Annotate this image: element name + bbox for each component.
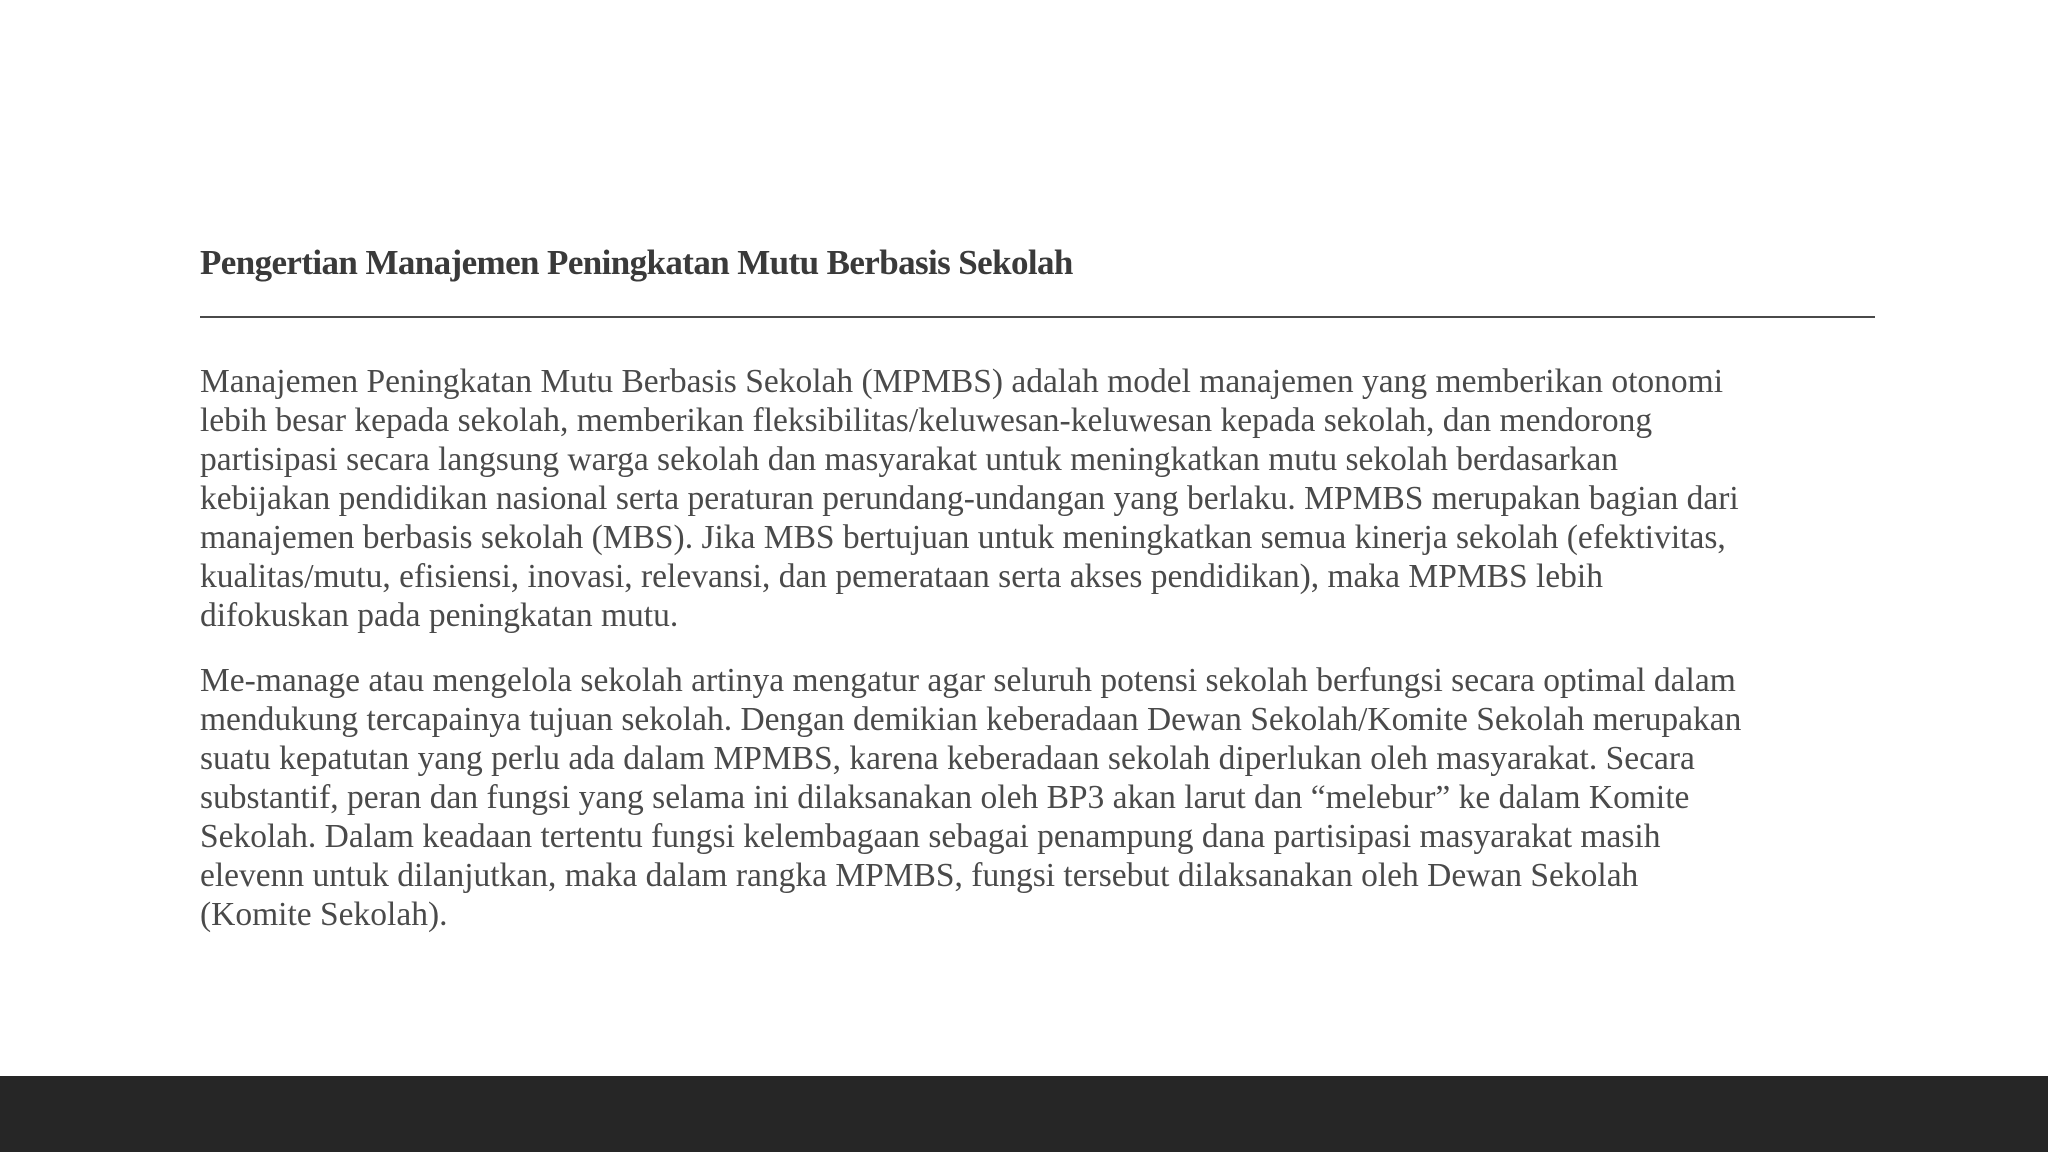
paragraph-line: (Komite Sekolah). <box>200 896 448 933</box>
paragraph-line: lebih besar kepada sekolah, memberikan fleksibilitas/keluwesan-keluwesan kepada sekolah, dan mendorong <box>200 402 1653 439</box>
paragraph-line: Sekolah. Dalam keadaan tertentu fungsi kelembagaan sebagai penampung dana partisipasi masyarakat masih <box>200 818 1661 855</box>
paragraph-2 <box>200 661 1880 934</box>
slide-body <box>200 362 1880 960</box>
paragraph-line: Me-manage atau mengelola sekolah artinya mengatur agar seluruh potensi sekolah berfungsi secara optimal dalam <box>200 662 1736 699</box>
slide-title: Pengertian Manajemen Peningkatan Mutu Berbasis Sekolah <box>200 243 1073 282</box>
paragraph-line: Manajemen Peningkatan Mutu Berbasis Sekolah (MPMBS) adalah model manajemen yang memberikan otonomi <box>200 363 1724 400</box>
paragraph-line: manajemen berbasis sekolah (MBS). Jika MBS bertujuan untuk meningkatkan semua kinerja sekolah (efektivitas, <box>200 519 1726 556</box>
paragraph-line: kualitas/mutu, efisiensi, inovasi, relevansi, dan pemerataan serta akses pendidikan), maka MPMBS lebih <box>200 558 1603 595</box>
paragraph-line: difokuskan pada peningkatan mutu. <box>200 597 679 634</box>
paragraph-1 <box>200 362 1880 635</box>
title-divider <box>200 316 1875 318</box>
paragraph-line: partisipasi secara langsung warga sekolah dan masyarakat untuk meningkatkan mutu sekolah berdasarkan <box>200 441 1619 478</box>
paragraph-line: elevenn untuk dilanjutkan, maka dalam rangka MPMBS, fungsi tersebut dilaksanakan oleh Dewan Sekolah <box>200 857 1639 894</box>
paragraph-line: suatu kepatutan yang perlu ada dalam MPMBS, karena keberadaan sekolah diperlukan oleh masyarakat. Secara <box>200 740 1695 777</box>
paragraph-line: mendukung tercapainya tujuan sekolah. Dengan demikian keberadaan Dewan Sekolah/Komite Sekolah merupakan <box>200 701 1742 738</box>
paragraph-line: kebijakan pendidikan nasional serta peraturan perundang-undangan yang berlaku. MPMBS merupakan bagian dari <box>200 480 1739 517</box>
paragraph-line: substantif, peran dan fungsi yang selama ini dilaksanakan oleh BP3 akan larut dan “melebur” ke dalam Komite <box>200 779 1690 816</box>
footer-band <box>0 1076 2048 1152</box>
